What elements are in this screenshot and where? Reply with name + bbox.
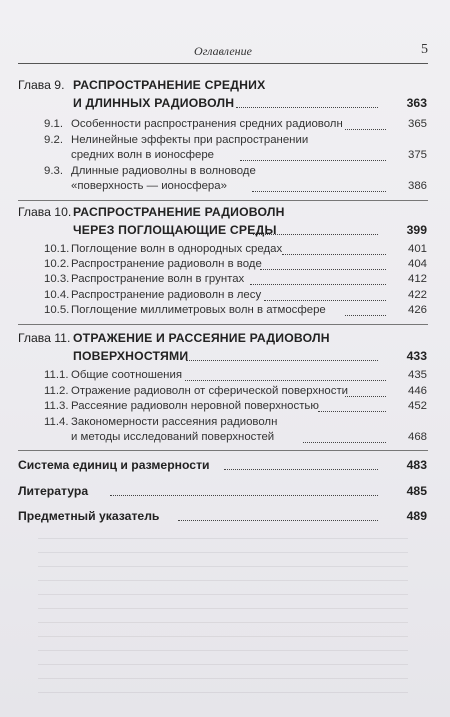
show-through bbox=[38, 594, 408, 595]
section-number: 9.2. bbox=[44, 134, 63, 146]
leader-dots bbox=[186, 359, 378, 361]
show-through bbox=[38, 580, 408, 581]
back-matter-page: 485 bbox=[406, 484, 427, 498]
section-rule bbox=[18, 200, 428, 201]
section-number: 11.1. bbox=[44, 369, 69, 381]
section-title: Распространение волн в грунтах bbox=[71, 273, 245, 285]
leader-dots bbox=[250, 283, 386, 285]
leader-dots bbox=[282, 253, 386, 255]
chapter-page: 363 bbox=[406, 96, 427, 110]
section-title-cont: «поверхность — ионосфера» bbox=[71, 180, 227, 192]
leader-dots bbox=[252, 190, 386, 192]
section-number: 11.2. bbox=[44, 385, 69, 397]
back-matter-page: 489 bbox=[406, 509, 427, 523]
section-title-cont: средних волн в ионосфере bbox=[71, 149, 214, 161]
leader-dots bbox=[240, 159, 386, 161]
leader-dots bbox=[253, 233, 378, 235]
leader-dots bbox=[345, 128, 386, 130]
leader-dots bbox=[260, 268, 386, 270]
chapter-title-line-2: И ДЛИННЫХ РАДИОВОЛН bbox=[73, 96, 235, 110]
section-page: 452 bbox=[407, 400, 427, 412]
leader-dots bbox=[264, 299, 386, 301]
section-title: Общие соотношения bbox=[71, 369, 182, 381]
chapter-title-line-2: ЧЕРЕЗ ПОГЛОЩАЮЩИЕ СРЕДЫ bbox=[73, 223, 277, 237]
show-through bbox=[38, 678, 408, 679]
section-title-cont: и методы исследований поверхностей bbox=[71, 431, 275, 443]
section-title: Длинные радиоволны в волноводе bbox=[71, 165, 256, 177]
section-number: 10.5. bbox=[44, 304, 70, 316]
section-number: 10.3. bbox=[44, 273, 70, 285]
section-page: 401 bbox=[407, 243, 427, 255]
running-header bbox=[18, 44, 428, 60]
section-number: 9.3. bbox=[44, 165, 63, 177]
show-through bbox=[38, 552, 408, 553]
section-title: Нелинейные эффекты при распространении bbox=[71, 134, 309, 146]
leader-dots bbox=[110, 494, 378, 496]
leader-dots bbox=[178, 519, 378, 521]
section-page: 404 bbox=[407, 258, 427, 270]
back-matter-title: Предметный указатель bbox=[18, 509, 160, 523]
section-number: 10.4. bbox=[44, 289, 70, 301]
section-page: 422 bbox=[407, 289, 427, 301]
chapter-title-line-1: РАСПРОСТРАНЕНИЕ СРЕДНИХ bbox=[73, 78, 266, 92]
leader-dots bbox=[303, 441, 386, 443]
leader-dots bbox=[236, 106, 378, 108]
chapter-label: Глава 9. bbox=[18, 78, 65, 92]
section-title: Поглощение волн в однородных средах bbox=[71, 243, 283, 255]
section-number: 10.2. bbox=[44, 258, 70, 270]
section-number: 10.1. bbox=[44, 243, 70, 255]
chapter-title-line-1: РАСПРОСТРАНЕНИЕ РАДИОВОЛН bbox=[73, 205, 285, 219]
chapter-title-line-1: ОТРАЖЕНИЕ И РАССЕЯНИЕ РАДИОВОЛН bbox=[73, 331, 330, 345]
show-through bbox=[38, 650, 408, 651]
show-through bbox=[38, 608, 408, 609]
show-through bbox=[38, 538, 408, 539]
section-number: 11.4. bbox=[44, 416, 69, 428]
show-through bbox=[38, 692, 408, 693]
section-page: 412 bbox=[407, 273, 427, 285]
show-through bbox=[38, 566, 408, 567]
show-through bbox=[38, 622, 408, 623]
section-rule bbox=[18, 450, 428, 451]
chapter-label: Глава 10. bbox=[18, 205, 72, 219]
leader-dots bbox=[185, 379, 386, 381]
leader-dots bbox=[224, 468, 378, 470]
section-page: 386 bbox=[407, 180, 427, 192]
leader-dots bbox=[345, 314, 386, 316]
section-rule bbox=[18, 324, 428, 325]
section-page: 468 bbox=[407, 431, 427, 443]
back-matter-page: 483 bbox=[406, 458, 427, 472]
section-number: 11.3. bbox=[44, 400, 69, 412]
section-page: 375 bbox=[407, 149, 427, 161]
section-page: 426 bbox=[407, 304, 427, 316]
section-title: Рассеяние радиоволн неровной поверхностью bbox=[71, 400, 319, 412]
leader-dots bbox=[318, 410, 386, 412]
section-number: 9.1. bbox=[44, 118, 63, 130]
chapter-page: 399 bbox=[406, 223, 427, 237]
section-title: Поглощение миллиметровых волн в атмосфере bbox=[71, 304, 326, 316]
running-header-title: Оглавление bbox=[194, 44, 252, 58]
leader-dots bbox=[345, 395, 386, 397]
section-page: 435 bbox=[407, 369, 427, 381]
page-number: 5 bbox=[421, 42, 428, 57]
back-matter-title: Литература bbox=[18, 484, 89, 498]
header-rule bbox=[18, 63, 428, 64]
section-title: Распространение радиоволн в воде bbox=[71, 258, 262, 270]
section-page: 365 bbox=[407, 118, 427, 130]
show-through bbox=[38, 636, 408, 637]
section-title: Особенности распространения средних радиоволн bbox=[71, 118, 343, 130]
section-title: Закономерности рассеяния радиоволн bbox=[71, 416, 278, 428]
show-through bbox=[38, 664, 408, 665]
chapter-page: 433 bbox=[406, 349, 427, 363]
section-page: 446 bbox=[407, 385, 427, 397]
back-matter-title: Система единиц и размерности bbox=[18, 458, 210, 472]
section-title: Распространение радиоволн в лесу bbox=[71, 289, 262, 301]
chapter-title-line-2: ПОВЕРХНОСТЯМИ bbox=[73, 349, 189, 363]
section-title: Отражение радиоволн от сферической поверхности bbox=[71, 385, 349, 397]
chapter-label: Глава 11. bbox=[18, 331, 71, 345]
